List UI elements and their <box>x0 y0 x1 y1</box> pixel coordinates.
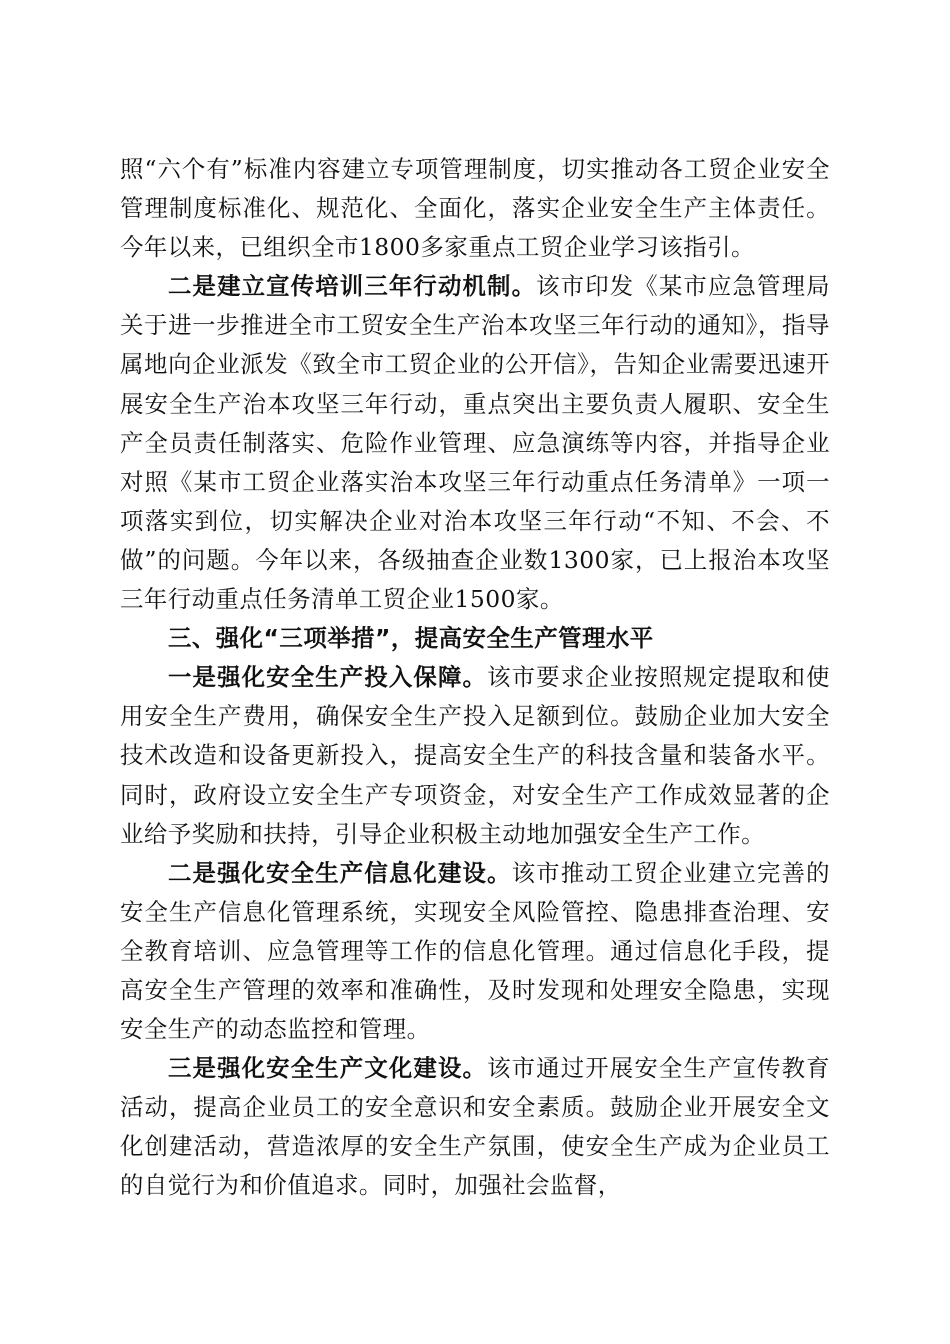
paragraph-lead: 一是强化安全生产投入保障。 <box>168 663 488 692</box>
paragraph-text: 该市推动工贸企业建立完善的安全生产信息化管理系统，实现安全风险管控、隐患排查治理、安全教育培训、应急管理等工作的信息化管理。通过信息化手段，提高安全生产管理的效率和准确性，及时发现和处理安全隐患，实现安全生产的动态监控和管理。 <box>120 858 831 1044</box>
paragraph-5 <box>120 1049 830 1205</box>
paragraph-3 <box>120 658 830 853</box>
paragraph-text: 照“六个有”标准内容建立专项管理制度，切实推动各工贸企业安全管理制度标准化、规范化、全面化，落实企业安全生产主体责任。今年以来，已组织全市1800多家重点工贸企业学习该指引。 <box>120 155 830 262</box>
paragraph-text: 该市通过开展安全生产宣传教育活动，提高企业员工的安全意识和安全素质。鼓励企业开展安全文化创建活动，营造浓厚的安全生产氛围，使安全生产成为企业员工的自觉行为和价值追求。同时，加强社会监督， <box>120 1054 831 1200</box>
section-heading: 三、强化“三项举措”，提高安全生产管理水平 <box>168 624 654 653</box>
paragraph-text: 该市要求企业按照规定提取和使用安全生产费用，确保安全生产投入足额到位。鼓励企业加大安全技术改造和设备更新投入，提高安全生产的科技含量和装备水平。同时，政府设立安全生产专项资金，对安全生产工作成效显著的企业给予奖励和扶持，引导企业积极主动地加强安全生产工作。 <box>120 663 831 848</box>
paragraph-lead: 二是建立宣传培训三年行动机制。 <box>168 272 537 301</box>
paragraph-lead: 三是强化安全生产文化建设。 <box>168 1054 488 1083</box>
document-body <box>120 150 830 1206</box>
paragraph-2 <box>120 267 830 619</box>
paragraph-4 <box>120 854 830 1049</box>
paragraph-1 <box>120 150 830 267</box>
paragraph-lead: 二是强化安全生产信息化建设。 <box>168 858 512 887</box>
paragraph-text: 该市印发《某市应急管理局关于进一步推进全市工贸安全生产治本攻坚三年行动的通知》，指导属地向企业派发《致全市工贸企业的公开信》，告知企业需要迅速开展安全生产治本攻坚三年行动，重点突出主要负责人履职、安全生产全员责任制落实、危险作业管理、应急演练等内容，并指导企业对照《某市工贸企业落实治本攻坚三年行动重点任务清单》一项一项落实到位，切实解决企业对治本攻坚三年行动“不知、不会、不做”的问题。今年以来，各级抽查企业数1300家，已上报治本攻坚三年行动重点任务清单工贸企业1500家。 <box>120 272 830 614</box>
